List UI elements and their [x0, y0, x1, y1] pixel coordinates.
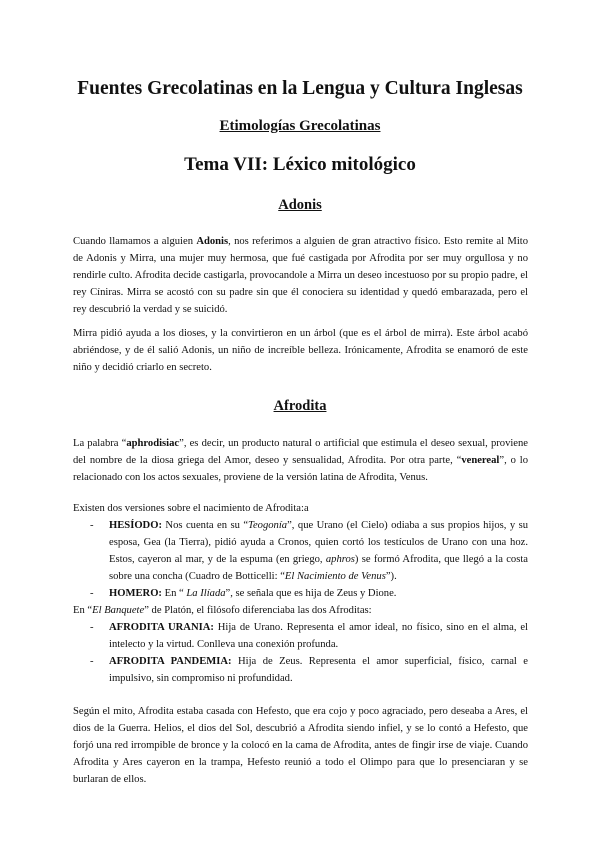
section-heading-adonis: Adonis [278, 197, 322, 213]
list-item: - AFRODITA URANIA: Hija de Urano. Representa el amor ideal, no físico, sino en el alma, el intelecto y la virtud. Conlleva una conexión profunda. [90, 622, 528, 651]
afrodita-paragraph-final: Según el mito, Afrodita estaba casada con Hefesto, que era cojo y poco agraciado, pero deseaba a Ares, el dios de la Guerra. Helios, el dios del Sol, descubrió a Afrodita siendo infiel, y se lo contó a Hefesto, que forjó una red irrompible de bronce y la colocó en la cama de Afrodita, antes de fingir irse de viaje. Cuando Afrodita y Ares cayeron en la trampa, Hefesto reunió a todo el Olimpo para que lo presenciaran y se burlaran de ellos. [73, 706, 528, 786]
document-title: Fuentes Grecolatinas en la Lengua y Cultura Inglesas [77, 78, 523, 99]
afrodita-paragraph-1: La palabra “aphrodisiac”, es decir, un producto natural o artificial que estimula el deseo sexual, proviene del nombre de la diosa griega del Amor, deseo y sensualidad, Afrodita. Por otra parte, “venereal”, o lo relacionado con los actos sexuales, proviene de la versión latina de Afrodita, Venus. [73, 438, 529, 484]
afroditas-list [73, 619, 528, 687]
banquete-intro: En “El Banquete” de Platón, el filósofo diferenciaba las dos Afroditas: [73, 605, 372, 616]
term-venereal: venereal [461, 455, 500, 467]
term-adonis: Adonis [196, 236, 229, 247]
section-heading-afrodita: Afrodita [273, 398, 327, 414]
versions-list [73, 517, 528, 602]
document-subtitle: Etimologías Grecolatinas [219, 118, 381, 134]
list-item: - HESÍODO: Nos cuenta en su “Teogonía”, que Urano (el Cielo) odiaba a sus propios hijos, y su esposa, Gea (la Tierra), pidió ayuda a Cronos, quien cortó los testículos de Urano con una hoz. Estos, cayeron al mar, y de la espuma (en griego, aphros) se formó Afrodita, que llegó a la costa sobre una concha (Cuadro de Botticelli: “El Nacimiento de Venus”). [90, 520, 529, 583]
adonis-paragraph-2: Mirra pidió ayuda a los dioses, y la convirtieron en un árbol (que es el árbol de mirra). Este árbol acabó abriéndose, y de él salió Adonis, un niño de increíble belleza. Irónicamente, Afrodita se enamoró de este niño y decidió criarlo en secreto. [73, 328, 528, 374]
list-item: - AFRODITA PANDEMIA: Hija de Zeus. Representa el amor superficial, físico, carnal e impulsivo, sin compromiso ni profundidad. [90, 656, 529, 685]
term-aphrodisiac: aphrodisiac [126, 438, 180, 449]
topic-title: Tema VII: Léxico mitológico [184, 154, 416, 175]
versions-intro: Existen dos versiones sobre el nacimiento de Afrodita:a [73, 503, 309, 514]
adonis-paragraph-1: Cuando llamamos a alguien Adonis, nos referimos a alguien de gran atractivo físico. Esto remite al Mito de Adonis y Mirra, una mujer muy hermosa, que fué castigada por Afrodita por ser muy orgullosa y no rendirle culto. Afrodita decide castigarla, provocandole a Mirra un deseo incestuoso por su propio padre, el rey Cíniras. Mirra se acostó con su padre sin que él conociera su identidad y quedó embarazada, pero el rey descubrió la verdad y se suicidó. [73, 236, 528, 316]
list-item: - HOMERO: En “ La Ilíada”, se señala que es hija de Zeus y Dione. [90, 588, 397, 600]
